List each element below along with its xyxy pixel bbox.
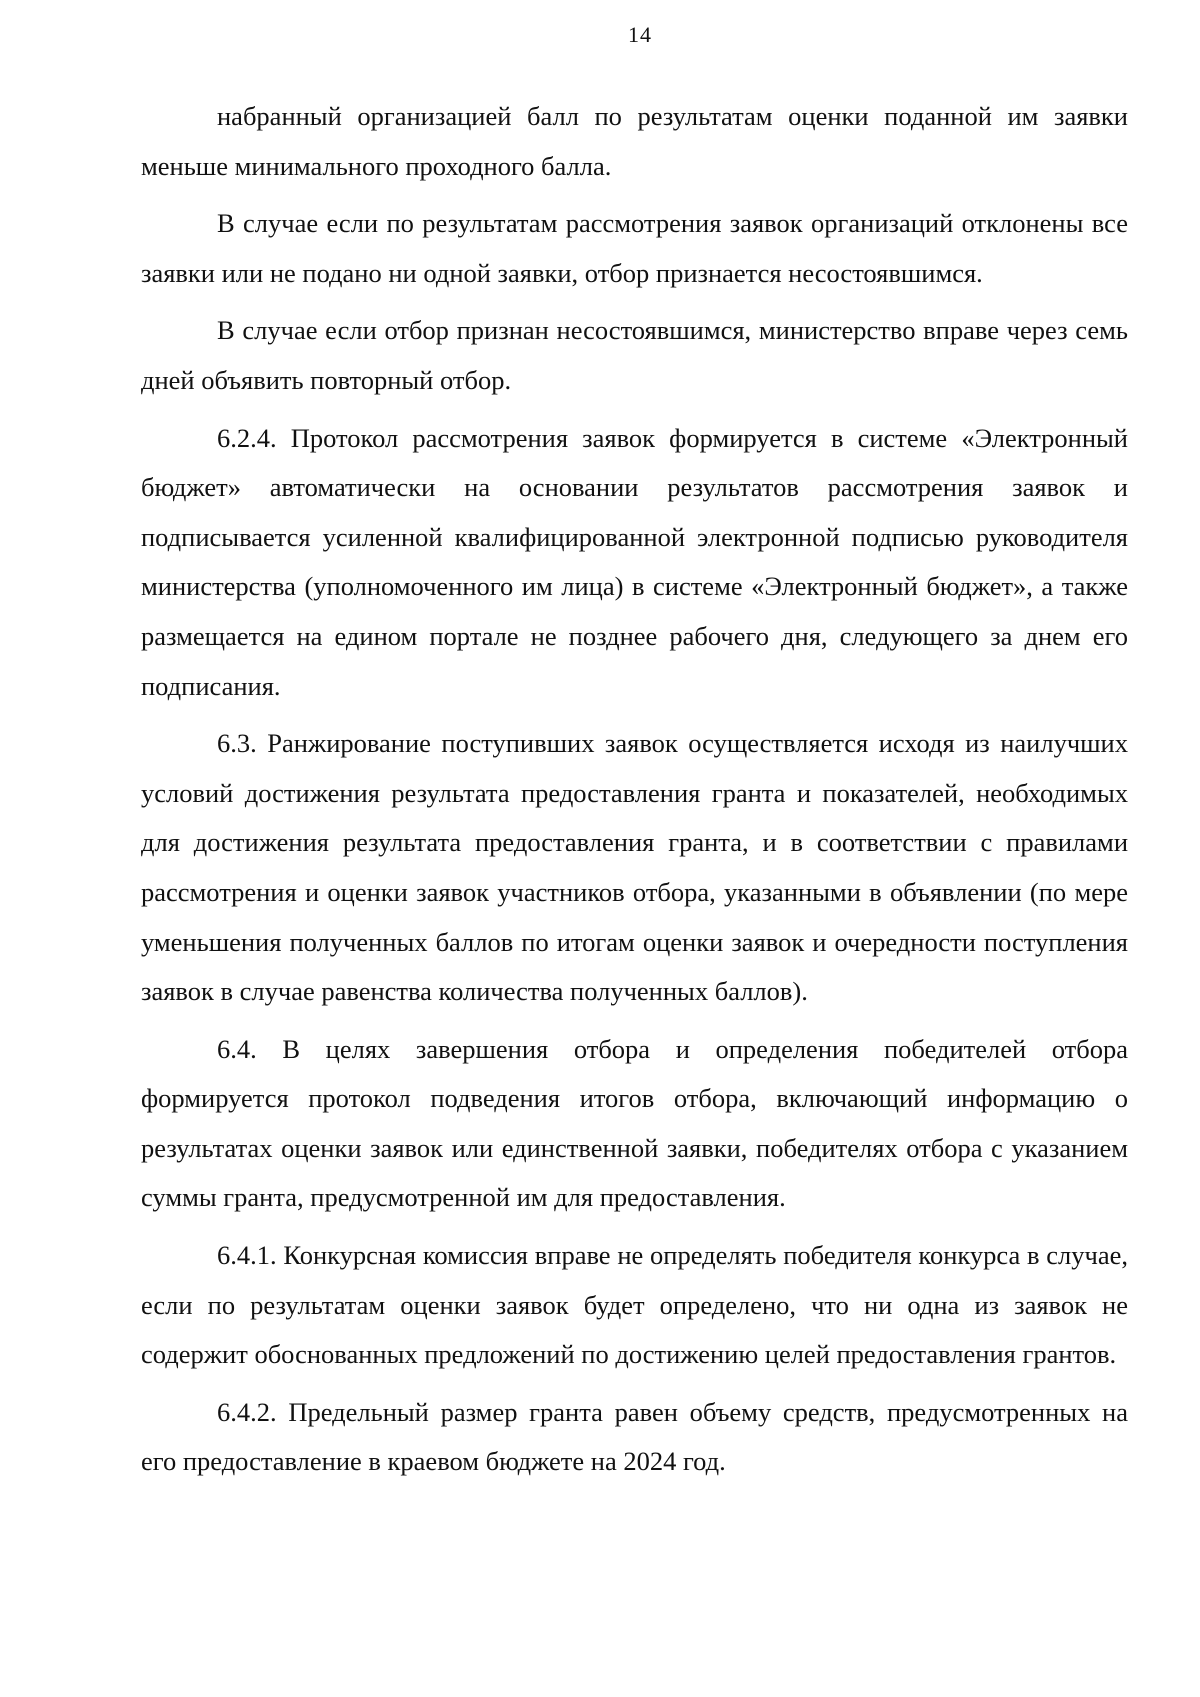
paragraph-2: В случае если по результатам рассмотрения заявок организаций отклонены все заявки или не подано ни одной заявки, отбор признается несостоявшимся.: [141, 208, 1128, 288]
paragraph-6-2-4: 6.2.4. Протокол рассмотрения заявок формируется в системе «Электронный бюджет» автоматически на основании результатов рассмотрения заявок и подписывается усиленной квалифицированной электронной подписью руководителя министерства (уполномоченного им лица) в системе «Электронный бюджет», а также размещается на едином портале не позднее рабочего дня, следующего за днем его подписания.: [141, 422, 1128, 701]
paragraph-3: В случае если отбор признан несостоявшимся, министерство вправе через семь дней объявить повторный отбор.: [141, 315, 1128, 395]
paragraph-6-4: 6.4. В целях завершения отбора и определения победителей отбора формируется протокол подведения итогов отбора, включающий информацию о результатах оценки заявок или единственной заявки, победителях отбора с указанием суммы гранта, предусмотренной им для предоставления.: [141, 1033, 1128, 1213]
paragraph-6-4-2: 6.4.2. Предельный размер гранта равен объему средств, предусмотренных на его предоставление в краевом бюджете на 2024 год.: [141, 1396, 1128, 1477]
paragraph-6-3: 6.3. Ранжирование поступивших заявок осуществляется исходя из наилучших условий достижения результата предоставления гранта и показателей, необходимых для достижения результата предоставления гранта, и в соответствии с правилами рассмотрения и оценки заявок участников отбора, указанными в объявлении (по мере уменьшения полученных баллов по итогам оценки заявок и очередности поступления заявок в случае равенства количества полученных баллов).: [141, 728, 1128, 1007]
paragraph-6-4-1: 6.4.1. Конкурсная комиссия вправе не определять победителя конкурса в случае, если по результатам оценки заявок будет определено, что ни одна из заявок не содержит обоснованных предложений по достижению целей предоставления грантов.: [141, 1240, 1128, 1370]
document-body: [141, 92, 1128, 1487]
page-number: 14: [628, 22, 652, 47]
paragraph-1: набранный организацией балл по результатам оценки поданной им заявки меньше минимального проходного балла.: [141, 101, 1128, 181]
